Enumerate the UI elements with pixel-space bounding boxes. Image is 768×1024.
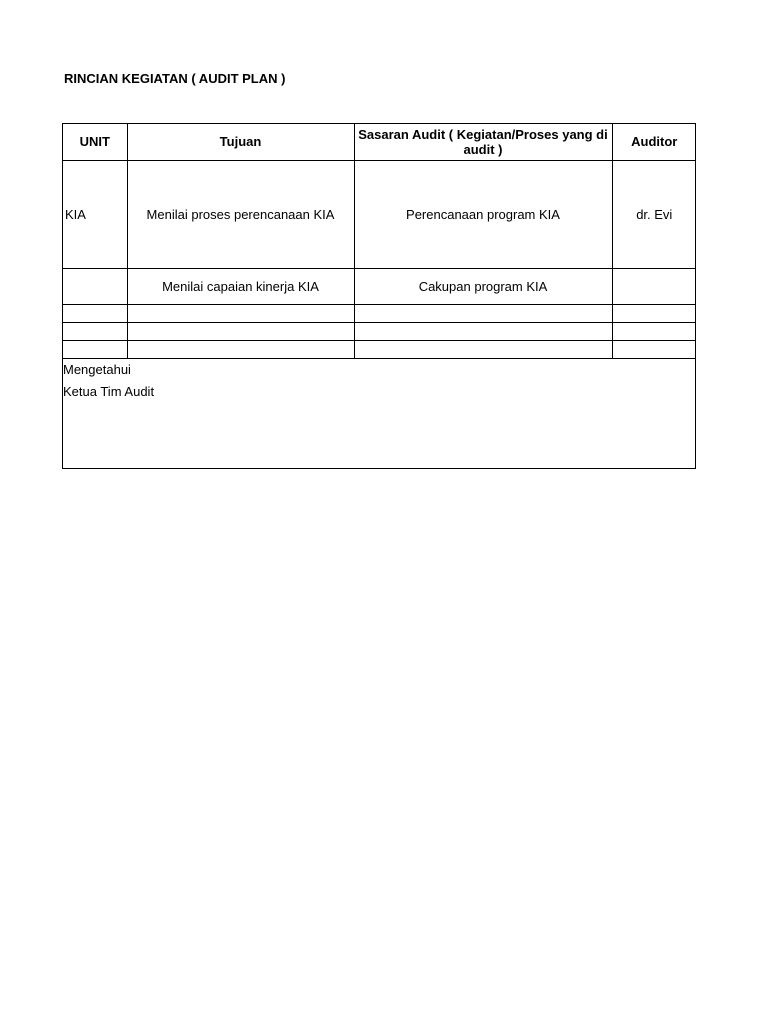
audit-plan-sheet: [62, 123, 696, 469]
header-tujuan: Tujuan: [127, 124, 354, 160]
cell-auditor: [612, 340, 696, 358]
header-auditor: Auditor: [612, 124, 696, 160]
page-title: RINCIAN KEGIATAN ( AUDIT PLAN ): [64, 71, 286, 86]
cell-tujuan: [127, 322, 354, 340]
cell-tujuan: [127, 340, 354, 358]
signature-acknowledged-label: Mengetahui: [63, 362, 131, 377]
cell-sasaran: Cakupan program KIA: [354, 268, 612, 304]
table-row: [63, 322, 696, 340]
cell-sasaran: [354, 304, 612, 322]
signature-role-label: Ketua Tim Audit: [63, 384, 155, 399]
cell-auditor: [612, 322, 696, 340]
cell-unit: [63, 268, 127, 304]
table-row: [63, 304, 696, 322]
cell-auditor: [612, 304, 696, 322]
cell-tujuan: Menilai proses perencanaan KIA: [127, 160, 354, 268]
cell-tujuan: Menilai capaian kinerja KIA: [127, 268, 354, 304]
cell-unit: [63, 322, 127, 340]
cell-unit: [63, 340, 127, 358]
cell-sasaran: Perencanaan program KIA: [354, 160, 612, 268]
signature-block: [63, 359, 154, 403]
table-row: [63, 160, 696, 268]
cell-auditor: dr. Evi: [612, 160, 696, 268]
cell-auditor: [612, 268, 696, 304]
header-sasaran: Sasaran Audit ( Kegiatan/Proses yang di audit ): [354, 124, 612, 160]
table-row: [63, 340, 696, 358]
table-row: [63, 268, 696, 304]
cell-unit: KIA: [63, 160, 127, 268]
cell-sasaran: [354, 322, 612, 340]
cell-tujuan: [127, 304, 354, 322]
audit-plan-table: [63, 124, 696, 359]
cell-unit: [63, 304, 127, 322]
cell-sasaran: [354, 340, 612, 358]
header-unit: UNIT: [63, 124, 127, 160]
table-header-row: [63, 124, 696, 160]
